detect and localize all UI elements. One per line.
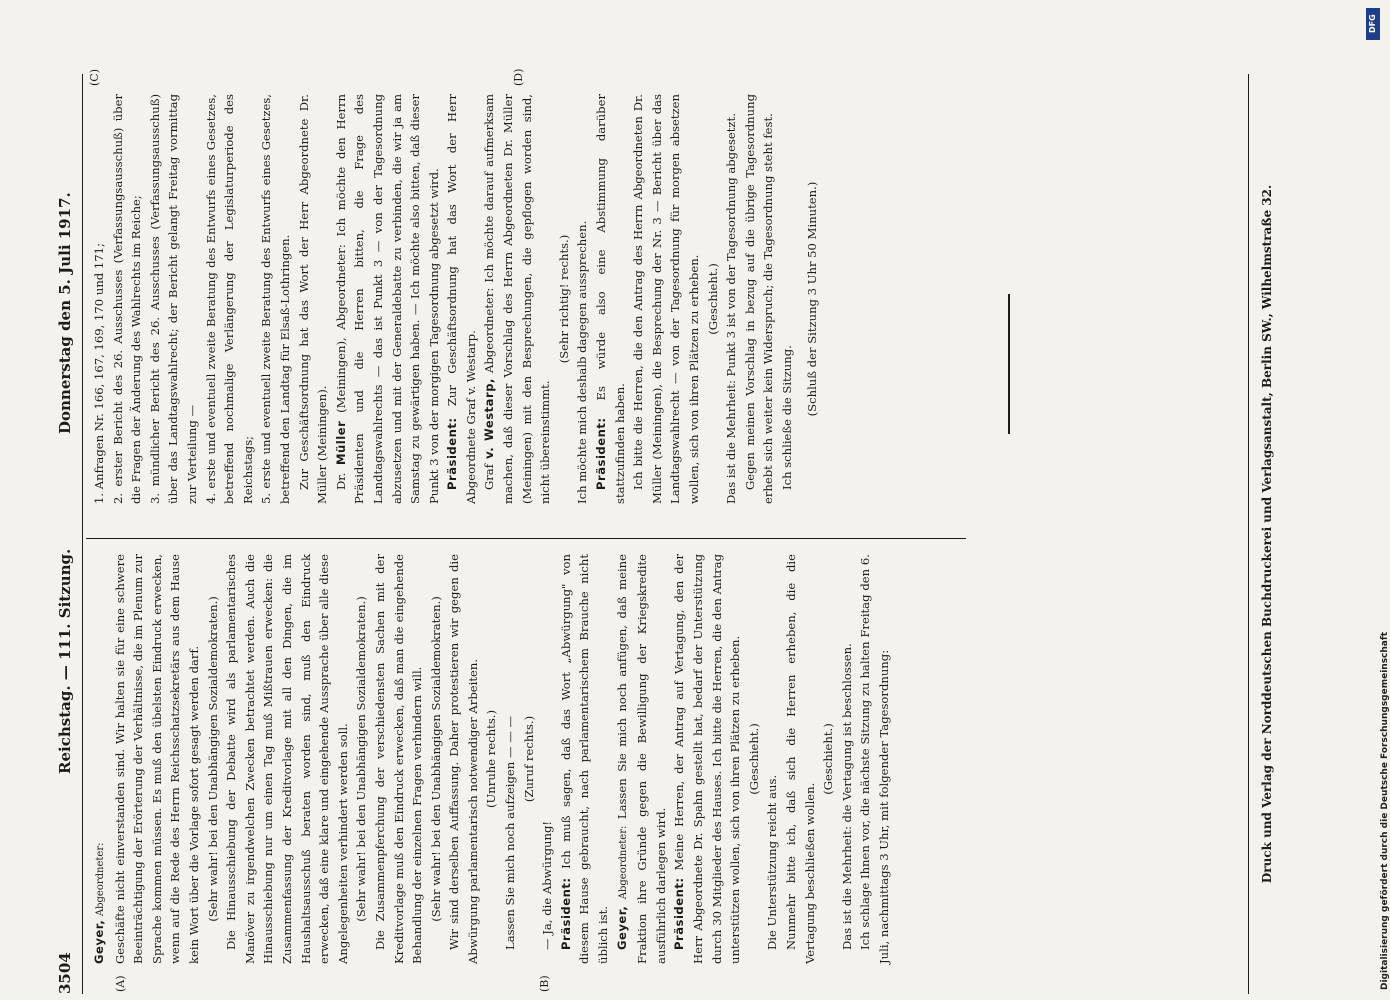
speech-text: Zur Geschäftsordnung hat das Wort der Herr Abgeordnete Graf v. Westarp. (445, 94, 478, 504)
speech-text: Abgeordneter: Ich möchte darauf aufmerksam machen, daß dieser Vorschlag des Herrn Abgeordneten Dr. Müller (Meiningen) mit den Besprechungen, die gepflogen worden sind, nicht übereinstimmt. (482, 93, 553, 504)
agenda-item: 4. erste und eventuell zweite Beratung des Entwurfs eines Gesetzes, betreffend nochmalige Verlängerung der Legislaturperiode des Reichstags; (203, 94, 255, 504)
paragraph: Zur Geschäftsordnung hat das Wort der Herr Abgeordnete Dr. Müller (Meiningen). (296, 94, 330, 504)
header-rule (82, 74, 83, 994)
speech-text: Es würde also eine Abstimmung darüber stattzufinden haben. (594, 93, 627, 504)
speech-text: Meine Herren, der Antrag auf Vertagung, den der Herr Abgeordnete Dr. Spahn gestellt hat, bedarf der Unterstützung durch 30 Mitglieder des Hauses. Ich bitte die Herren, die den Antrag unterstützen wollen, sich von ihren Plätzen zu erheben. (672, 554, 743, 964)
footer-rule (1248, 74, 1249, 994)
speaker-name: Präsident: (672, 877, 687, 950)
interjection: (Geschieht.) (705, 263, 720, 335)
margin-mark-b: (B) (538, 975, 551, 992)
speaker-role: Abgeordneter: (95, 842, 106, 917)
paragraph (592, 94, 629, 504)
left-column (90, 554, 894, 992)
interjection: (Geschieht.) (746, 723, 761, 795)
page-number: 3504 (56, 952, 74, 994)
paragraph: Geschäfte nicht einverstanden sind. Wir halten sie für eine schwere Beeinträchtigung der Erörterung der Verhältnisse, die im Plenum zur Sprache kommen müssen. Es muß den übelsten Eindruck erwecken, wenn auf die Rede des Herrn Reichsschatzsekretärs aus dem Hause kein Wort über die Vorlage sofort gesagt werden darf. (112, 554, 201, 964)
margin-mark-a: (A) (114, 975, 127, 992)
speech-text: Ich muß sagen, daß das Wort „Abwürgung" von diesem Hause gebraucht, nach parlamentarischem Brauche nicht üblich ist. (558, 554, 611, 964)
speaker-name: Müller (333, 420, 348, 465)
paragraph (670, 554, 744, 964)
paragraph (332, 94, 444, 504)
paragraph: Ich möchte mich deshalb dagegen aussprechen. (575, 220, 590, 504)
paragraph: Die Unterstützung reicht aus. (765, 774, 780, 950)
speaker-name: Geyer, (614, 905, 629, 950)
right-column (88, 68, 821, 504)
dfg-logo: DFG (1366, 8, 1380, 40)
agenda-item: 5. erste und eventuell zweite Beratung des Entwurfs eines Gesetzes, betreffend den Landtag für Elsaß-Lothringen. (259, 94, 292, 504)
speaker-name: Geyer, (92, 919, 106, 964)
interjection: (Sehr wahr! bei den Unabhängigen Sozialdemokraten.) (354, 596, 369, 922)
paragraph (613, 554, 671, 964)
speech-text: Lassen Sie mich noch anfügen, daß meine Fraktion ihre Gründe gegen die Bewilligung der Kriegskredite ausführlich darlegen wird. (614, 554, 668, 964)
section-separator (1008, 294, 1010, 434)
paragraph: Ich schließe die Sitzung. (779, 345, 794, 490)
paragraph (443, 94, 480, 504)
paragraph: Lassen Sie mich noch aufzeigen — — — (503, 715, 518, 950)
paragraph: Das ist die Mehrheit: Punkt 3 ist von der Tagesordnung abgesetzt. (724, 113, 739, 504)
agenda-item: 2. erster Bericht des 26. Ausschusses (Verfassungsausschuß) über die Fragen der Änderung des Wahlrechts im Reiche; (110, 94, 144, 504)
paragraph: Nunmehr bitte ich, daß sich die Herren erheben, die die Vertagung beschließen wollen. (783, 554, 817, 964)
interjection: (Unruhe rechts.) (484, 710, 499, 808)
paragraph: Wir sind derselben Auffassung. Daher protestieren wir gegen die Abwürgung parlamentarisch notwendiger Arbeiten. (447, 554, 480, 964)
margin-mark-d: (D) (512, 68, 525, 86)
speaker-name: Präsident: (558, 877, 573, 950)
agenda-item: 3. mündlicher Bericht des 26. Ausschusses (Verfassungsausschuß) über das Landtagswahlrecht; der Bericht gelangt Freitag vormittag zur Verteilung — (147, 94, 199, 504)
session-close-note: (Schluß der Sitzung 3 Uhr 50 Minuten.) (804, 181, 819, 417)
interjection: (Zuruf rechts.) (521, 715, 536, 803)
speaker-prefix: Graf (482, 463, 497, 490)
interjection: (Sehr wahr! bei den Unabhängigen Sozialdemokraten.) (428, 596, 443, 922)
paragraph (557, 554, 613, 964)
paragraph: Die Hinausschiebung der Debatte wird als parlamentarisches Manöver zu irgendwelchen Zwecken betrachtet werden. Auch die Hinausschiebung nur um einen Tag muß Mißtrauen erwecken: die Zusammenfassung der Kreditvorlage mit all den Dingen, die im Haushaltsausschuß beraten worden sind, muß den Eindruck erwecken, daß eine klare und eingehende Aussprache über alle diese Angelegenheiten verhindert werden soll. (224, 554, 350, 964)
paragraph: Ich schlage Ihnen vor, die nächste Sitzung zu halten Freitag den 6. Juli, nachmittags 3 Uhr, mit folgender Tagesordnung: (858, 554, 891, 964)
agenda-item: 1. Anfragen Nr. 166, 167, 169, 170 und 171; (92, 243, 106, 504)
paragraph (480, 94, 554, 504)
interjection: (Sehr wahr! bei den Unabhängigen Sozialdemokraten.) (205, 596, 220, 922)
speech-text: (Meiningen), Abgeordneter: Ich möchte den Herrn Präsidenten und die Herren bitten, die Frage des Landtagswahlrechts — das ist Punkt 3 — von der Tagesordnung abzusetzen und mit der Generaldebatte zu verbinden, die wir ja am Samstag zu gewärtigen haben. — Ich möchte also bitten, daß dieser Punkt 3 von der morgigen Tagesordnung abgesetzt wird. (333, 93, 441, 504)
margin-mark-c: (C) (88, 69, 101, 86)
imprint-footer: Druck und Verlag der Norddeutschen Buchdruckerei und Verlagsanstalt, Berlin SW., Wilhelmstraße 32. (1260, 184, 1274, 884)
paragraph: Das ist die Mehrheit: die Vertagung ist beschlossen. (839, 643, 854, 950)
speaker-role: Abgeordneter: (617, 825, 629, 900)
paragraph: Gegen meinen Vorschlag in bezug auf die übrige Tagesordnung erhebt sich weiter kein Widerspruch; die Tagesordnung steht fest. (742, 94, 776, 504)
page-title: Reichstag. — 111. Sitzung. (56, 548, 74, 774)
speaker-prefix: Dr. (333, 472, 348, 490)
paragraph (90, 554, 111, 964)
speaker-name: Präsident: (594, 417, 609, 490)
interjection: (Geschieht.) (821, 723, 836, 795)
speaker-name: v. Westarp, (482, 378, 497, 459)
paragraph: Ich bitte die Herren, die den Antrag des Herrn Abgeordneten Dr. Müller (Meiningen), die Besprechung der Nr. 3 — Bericht über das Landtagswahlrecht — von der Tagesordnung für morgen absetzen wollen, sich von ihren Plätzen zu erheben. (631, 94, 701, 504)
rotated-document-page (8, 6, 1308, 994)
session-date: Donnerstag den 5. Juli 1917. (56, 192, 74, 434)
paragraph: — Ja, die Abwürgung! (540, 820, 555, 950)
column-divider (86, 538, 966, 539)
paragraph: Die Zusammenpferchung der verschiedensten Sachen mit der Kreditvorlage muß den Eindruck erwecken, daß man die eingehende Behandlung der einzelnen Fragen verhindern will. (372, 554, 425, 964)
speaker-name: Präsident: (445, 417, 460, 490)
interjection: (Sehr richtig! rechts.) (556, 234, 571, 364)
digitization-note: Digitalisierung gefördert durch die Deutsche Forschungsgemeinschaft (1380, 631, 1390, 990)
